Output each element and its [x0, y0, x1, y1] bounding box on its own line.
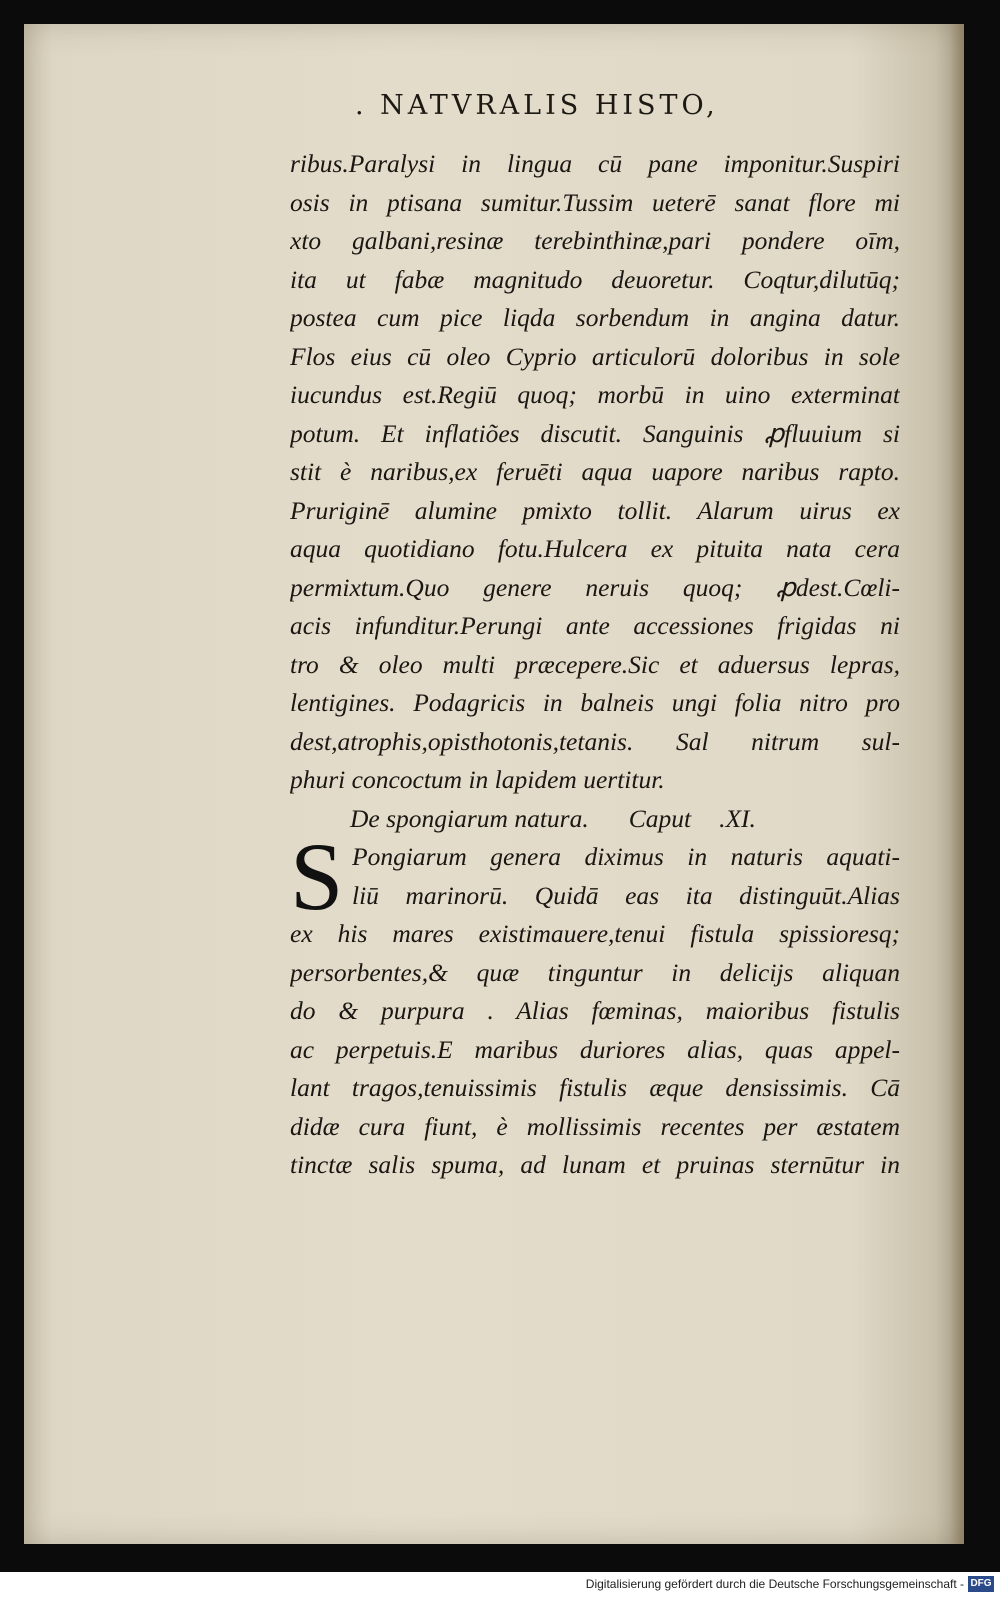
chapter-heading [290, 800, 900, 839]
chapter-caput: Caput [628, 803, 692, 833]
chapter-title: De spongiarum natura. [350, 803, 589, 833]
text-line: acis infunditur.Perungi ante accessiones frigidas ni [290, 611, 900, 640]
chapter-number: .XI. [719, 803, 756, 833]
text-line: aqua quotidiano fotu.Hulcera ex pituita nata cera [290, 534, 900, 563]
text-line: osis in ptisana sumitur.Tussim ueterē sanat flore mi [290, 187, 900, 217]
footer-bar [0, 1572, 1000, 1600]
text-line: potum. Et inflatiões discutit. Sanguinis ꝓfluuium si [290, 418, 900, 448]
text-line: ita ut fabæ magnitudo deuoretur. Coqtur,dilutūq; [290, 264, 900, 294]
digitization-credit: Digitalisierung gefördert durch die Deutsche Forschungsgemeinschaft - [585, 1577, 964, 1591]
text-line: tro & oleo multi præcepere.Sic et aduersus lepras, [290, 649, 900, 679]
text-line: lentigines. Podagricis in balneis ungi folia nitro pro [290, 688, 900, 717]
dfg-logo-icon: DFG [968, 1576, 994, 1592]
text-line: Pongiarum genera diximus in naturis aquati- [352, 842, 900, 871]
text-line: persorbentes,& quæ tinguntur in delicijs aliquan [290, 957, 900, 987]
text-line: tinctæ salis spuma, ad lunam et pruinas sternūtur in [290, 1150, 900, 1179]
page-edge-shadow [950, 24, 964, 1544]
text-line: didæ cura fiunt, è mollissimis recentes per æstatem [290, 1111, 900, 1141]
chapter-body [290, 823, 900, 1185]
text-line: stit è naribus,ex feruēti aqua uapore naribus rapto. [290, 457, 900, 486]
text-line: lant tragos,tenuissimis fistulis æque densissimis. Cā [290, 1073, 900, 1102]
text-line: permixtum.Quo genere neruis quoq; ꝓdest.Cœli- [290, 572, 900, 602]
text-line: do & purpura . Alias fœminas, maioribus fistulis [290, 996, 900, 1025]
text-line: ex his mares existimauere,tenui fistula spissioresq; [290, 919, 900, 948]
text-line: phuri concoctum in lapidem uertitur. [290, 765, 665, 794]
text-line: ribus.Paralysi in lingua cū pane imponitur.Suspiri [290, 149, 900, 178]
text-line: dest,atrophis,opisthotonis,tetanis. Sal nitrum sul- [290, 726, 900, 756]
text-line: Flos eius cū oleo Cyprio articulorū doloribus in sole [290, 341, 900, 371]
text-block [290, 145, 900, 1185]
running-head: . NATVRALIS HISTO, [355, 90, 719, 121]
text-line: iucundus est.Regiū quoq; morbū in uino exterminat [290, 380, 900, 409]
drop-initial: S [290, 823, 344, 930]
text-line: ac perpetuis.E maribus duriores alias, quas appel- [290, 1034, 900, 1064]
text-line: xto galbani,resinæ terebinthinæ,pari pondere oīm, [290, 226, 900, 255]
text-line: postea cum pice liqda sorbendum in angina datur. [290, 303, 900, 332]
text-line: Pruriginē alumine pmixto tollit. Alarum uirus ex [290, 495, 900, 525]
text-line: liū marinorū. Quidā eas ita distinguūt.Alias [352, 880, 900, 910]
